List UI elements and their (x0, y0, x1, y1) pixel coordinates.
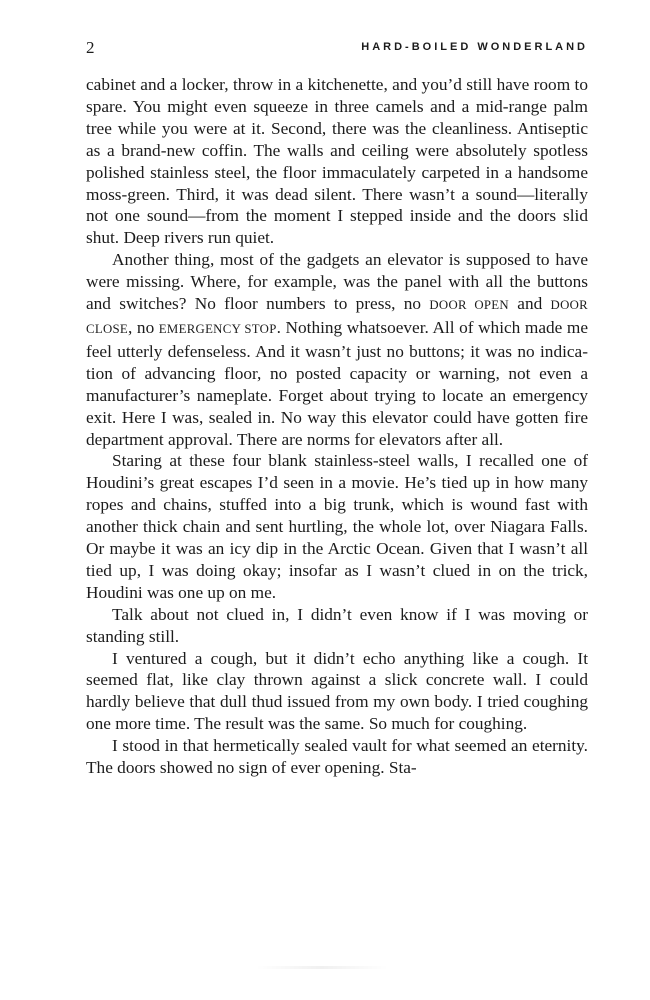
body-text (86, 74, 588, 779)
door-close-smallcaps: DOOR CLOSE (86, 298, 589, 336)
book-page (86, 38, 588, 779)
paragraph-4: Talk about not clued in, I didn’t even know if I was moving or standing still. (86, 604, 588, 646)
scan-smudge (256, 966, 388, 969)
running-title: HARD-BOILED WONDERLAND (361, 41, 588, 53)
paragraph-2-text-and: and (508, 294, 551, 314)
running-head (86, 38, 588, 68)
paragraph-3: Staring at these four blank stainless-steel walls, I recalled one of Houdini’s great escapes I’d seen in a movie. He’s tied up in how many ropes and chains, stuffed into a big trunk, which is wound fast with another thick chain and sent hurtling, the whole lot, over Niagara Falls. Or maybe it was an icy dip in the Arctic Ocean. Given that I wasn’t all tied up, I was doing okay; insofar as I wasn’t clued in on the trick, Houdini was one up on me. (86, 451, 588, 602)
paragraph-2-text-no: , no (128, 317, 159, 337)
paragraph-2-text-b: . Nothing whatsoever. All of which made me feel utterly defenseless. And it wasn’t just no buttons; it was no indication of advancing floor, no posted capacity or warning, not even a manufacturer’s nameplate. Forget about trying to locate an emergency exit. Here I was, sealed in. No way this elevator could have gotten fire department approval. There are norms for elevators after all. (86, 317, 588, 449)
door-open-smallcaps: DOOR OPEN (429, 298, 509, 313)
paragraph-2-text-a: Another thing, most of the gadgets an elevator is supposed to have were missing. Where, for example, was the panel with all the buttons and switches? No floor numbers to press, no (86, 250, 588, 314)
page-number: 2 (86, 38, 95, 57)
paragraph-6: I stood in that hermetically sealed vault for what seemed an eternity. The doors showed no sign of ever opening. Sta- (86, 736, 588, 778)
paragraph-5: I ventured a cough, but it didn’t echo anything like a cough. It seemed flat, like clay thrown against a slick concrete wall. I could hardly believe that dull thud issued from my own body. I tried coughing one more time. The result was the same. So much for coughing. (86, 648, 588, 734)
paragraph-1: cabinet and a locker, throw in a kitchenette, and you’d still have room to spare. You might even squeeze in three camels and a mid-range palm tree while you were at it. Second, there was the cleanliness. Antiseptic as a brand-new coffin. The walls and ceiling were absolutely spotless polished stainless steel, the floor immaculately carpeted in a handsome moss-green. Third, it was dead silent. There wasn’t a sound—literally not one sound—from the moment I stepped inside and the doors slid shut. Deep rivers run quiet. (86, 75, 588, 248)
emergency-stop-smallcaps: EMERGENCY STOP (158, 321, 277, 336)
paragraph-2 (86, 249, 588, 450)
